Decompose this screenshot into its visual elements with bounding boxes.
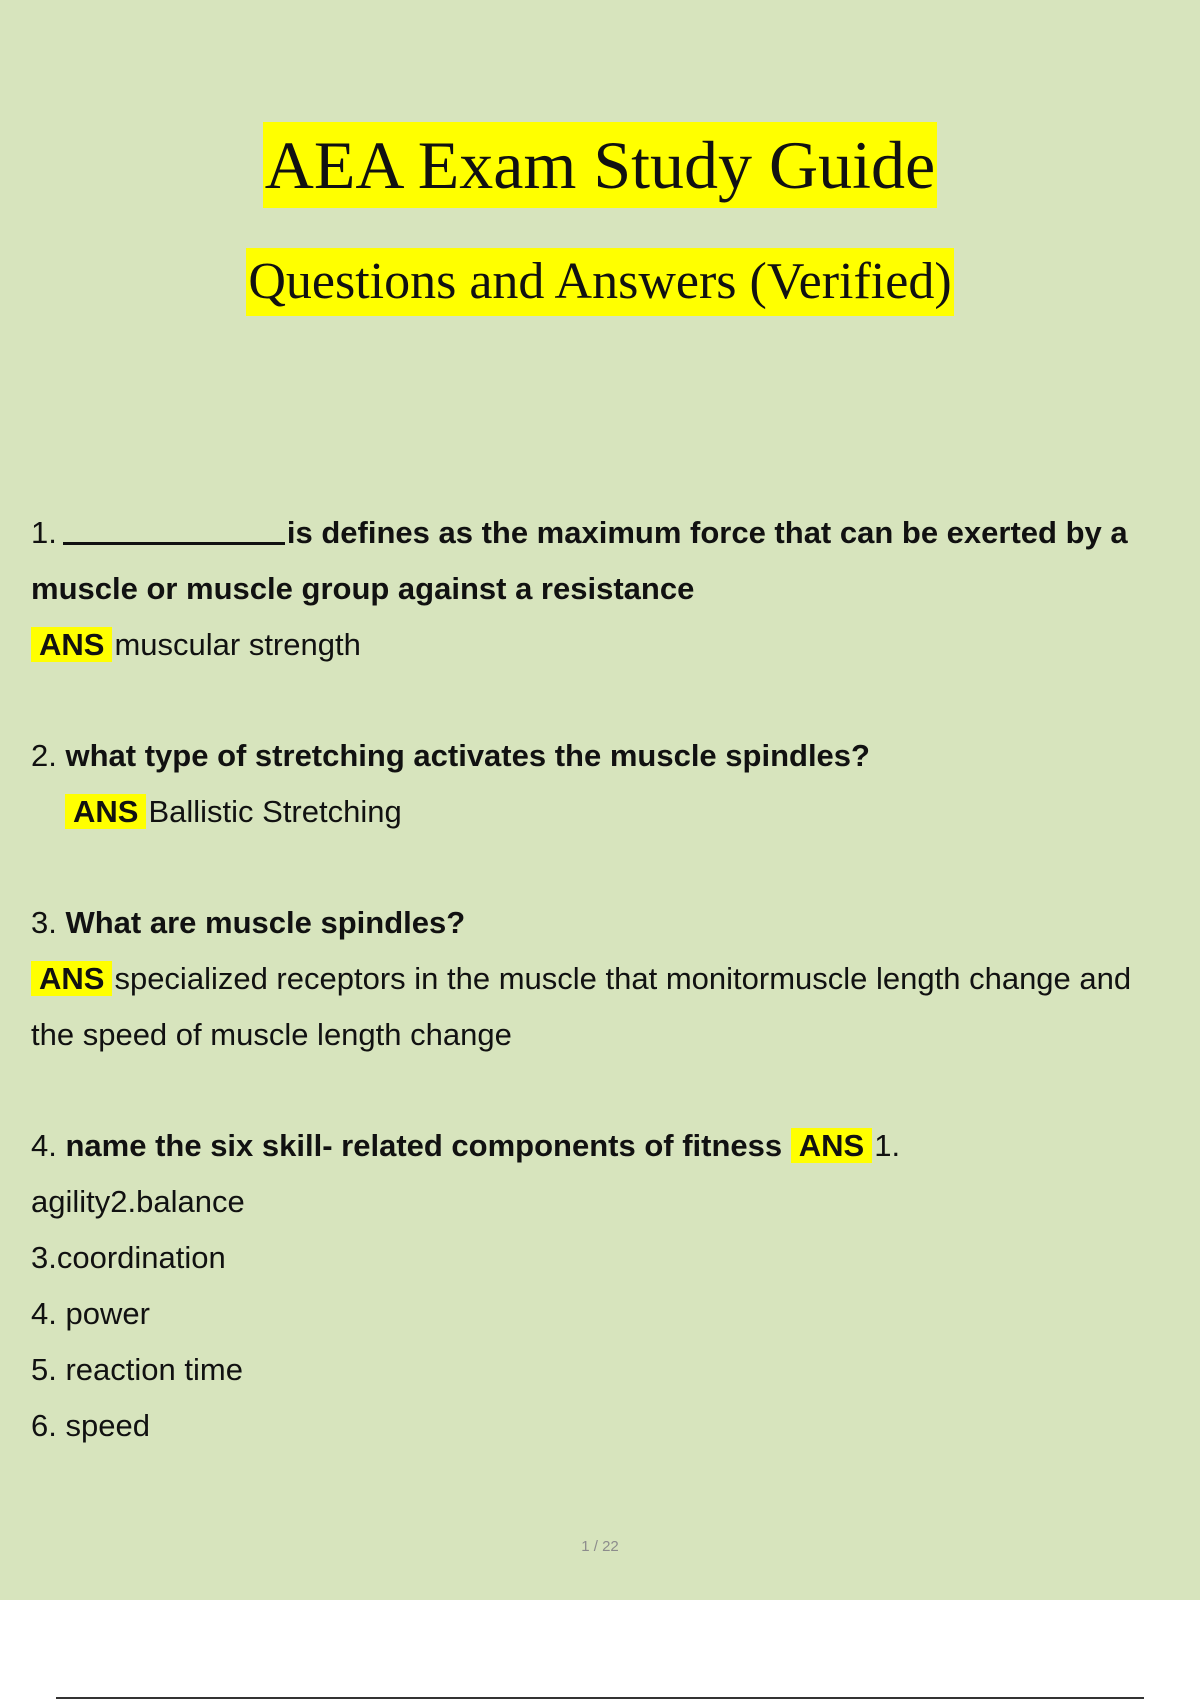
answer-text: muscular strength: [114, 627, 361, 662]
question-number: 1.: [31, 515, 57, 550]
ans-label: ANS: [65, 794, 146, 829]
answer-line: 4. power: [31, 1296, 150, 1331]
question-text: what type of stretching activates the muscle spindles?: [65, 738, 870, 773]
answer-line: 1.: [874, 1128, 901, 1163]
question-number: 2.: [31, 738, 57, 773]
question-text: is defines as the maximum force that can be exerted by a: [286, 515, 1128, 550]
document-subtitle: [0, 248, 1200, 316]
title-text: AEA Exam Study Guide: [263, 122, 938, 208]
question-item-2: [31, 728, 1176, 840]
question-number: 3.: [31, 905, 57, 940]
answer-line: agility2.balance: [31, 1184, 245, 1219]
page-number: 1 / 22: [581, 1538, 619, 1555]
question-text: name the six skill- related components of fitness: [65, 1128, 783, 1163]
question-item-1: [31, 505, 1176, 673]
ans-label: ANS: [791, 1128, 872, 1163]
answer-line: 5. reaction time: [31, 1352, 243, 1387]
ans-label: ANS: [31, 961, 112, 996]
answer-text: Ballistic Stretching: [148, 794, 402, 829]
question-list: [31, 505, 1176, 1454]
subtitle-text: Questions and Answers (Verified): [246, 248, 953, 316]
question-text-continued: muscle or muscle group against a resistance: [31, 571, 695, 606]
question-text: What are muscle spindles?: [65, 905, 466, 940]
answer-line: 6. speed: [31, 1408, 150, 1443]
answer-line: 3.coordination: [31, 1240, 226, 1275]
document-title: [0, 122, 1200, 208]
question-number: 4.: [31, 1128, 57, 1163]
answer-text-continued: the speed of muscle length change: [31, 1017, 512, 1052]
answer-text: specialized receptors in the muscle that monitormuscle length change and: [114, 961, 1132, 996]
footer-divider: [56, 1697, 1144, 1699]
ans-label: ANS: [31, 627, 112, 662]
question-item-4: [31, 1118, 1176, 1454]
question-item-3: [31, 895, 1176, 1063]
fill-in-blank: [63, 512, 285, 545]
